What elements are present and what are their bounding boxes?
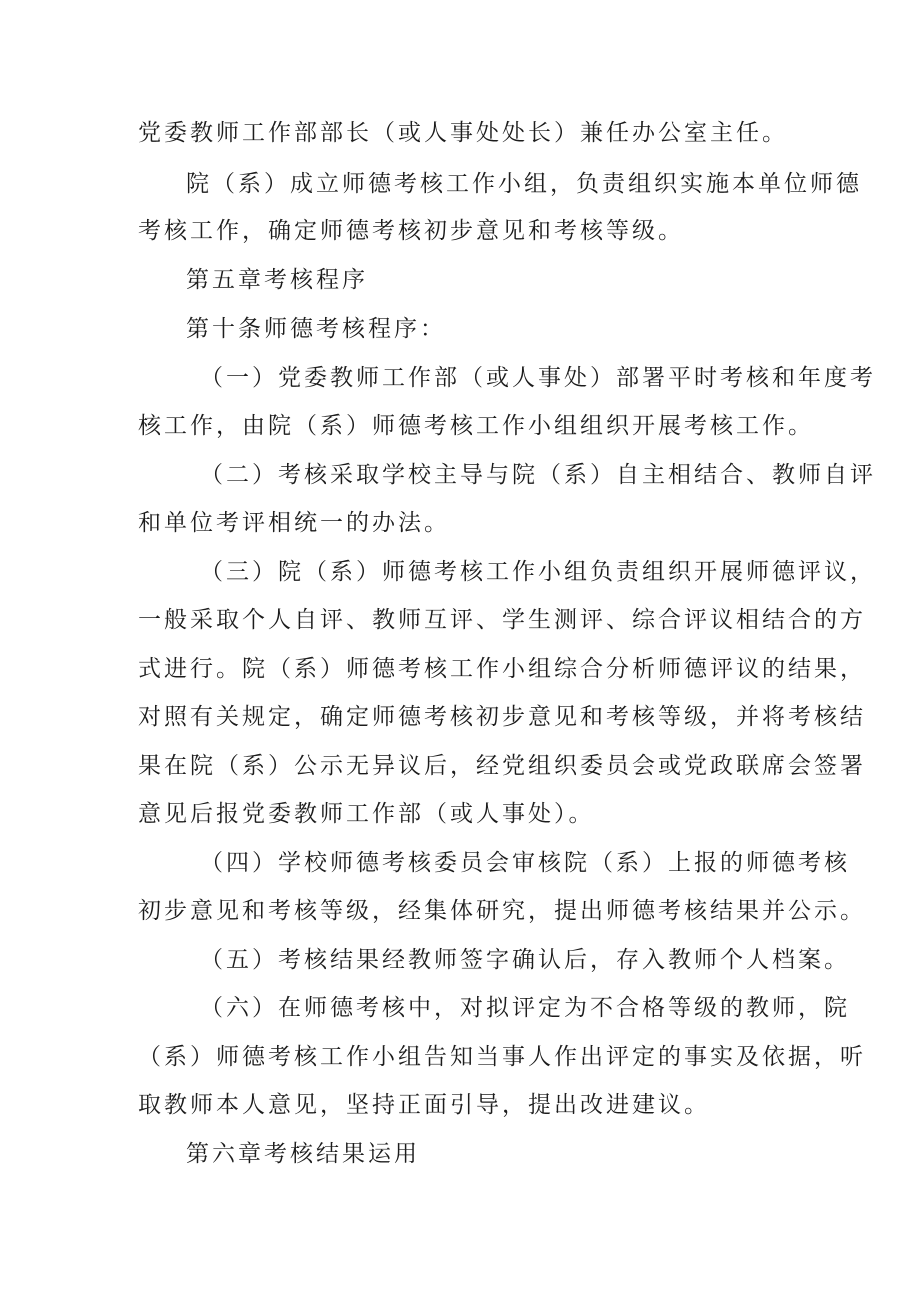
paragraph-line: 意见后报党委教师工作部（或人事处）。 xyxy=(138,801,595,827)
chapter-heading: 第五章考核程序 xyxy=(186,267,368,293)
paragraph-line: 考核工作，确定师德考核初步意见和考核等级。 xyxy=(138,218,684,244)
article-heading: 第十条师德考核程序： xyxy=(186,316,446,342)
paragraph-line: 核工作，由院（系）师德考核工作小组组织开展考核工作。 xyxy=(138,413,814,439)
paragraph-line: 一般采取个人自评、教师互评、学生测评、综合评议相结合的方 xyxy=(138,607,866,633)
paragraph-line: 初步意见和考核等级，经集体研究，提出师德考核结果并公示。 xyxy=(138,898,866,924)
paragraph-line: 院（系）成立师德考核工作小组，负责组织实施本单位师德 xyxy=(186,171,862,197)
paragraph-line: （二）考核采取学校主导与院（系）自主相结合、教师自评 xyxy=(200,462,876,488)
paragraph-line: （四）学校师德考核委员会审核院（系）上报的师德考核 xyxy=(200,850,850,876)
paragraph-line: 党委教师工作部部长（或人事处处长）兼任办公室主任。 xyxy=(138,120,788,146)
paragraph-line: 对照有关规定，确定师德考核初步意见和考核等级，并将考核结 xyxy=(138,704,866,730)
paragraph-line: （五）考核结果经教师签字确认后，存入教师个人档案。 xyxy=(200,947,850,973)
paragraph-line: 取教师本人意见，坚持正面引导，提出改进建议。 xyxy=(138,1092,710,1118)
paragraph-line: （系）师德考核工作小组告知当事人作出评定的事实及依据，听 xyxy=(138,1044,866,1070)
paragraph-line: 式进行。院（系）师德考核工作小组综合分析师德评议的结果， xyxy=(138,656,866,682)
paragraph-line: 果在院（系）公示无异议后，经党组织委员会或党政联席会签署 xyxy=(138,753,866,779)
paragraph-line: （三）院（系）师德考核工作小组负责组织开展师德评议， xyxy=(200,559,876,585)
paragraph-line: （一）党委教师工作部（或人事处）部署平时考核和年度考 xyxy=(200,365,876,391)
paragraph-line: 和单位考评相统一的办法。 xyxy=(138,510,450,536)
paragraph-line: （六）在师德考核中，对拟评定为不合格等级的教师，院 xyxy=(200,995,850,1021)
chapter-heading: 第六章考核结果运用 xyxy=(186,1141,420,1167)
